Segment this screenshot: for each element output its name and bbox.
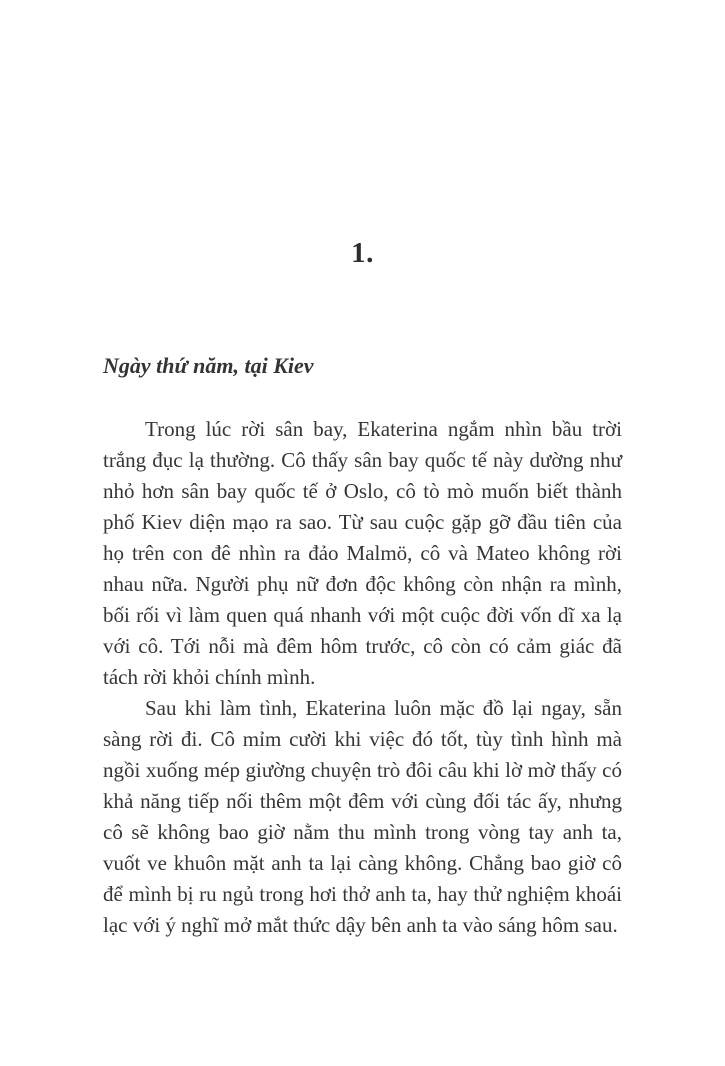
chapter-number: 1.	[351, 237, 374, 269]
body-text	[103, 414, 622, 941]
paragraph: Trong lúc rời sân bay, Ekaterina ngắm nhìn bầu trời trắng đục lạ thường. Cô thấy sân bay quốc tế này dường như nhỏ hơn sân bay quốc tế ở Oslo, cô tò mò muốn biết thành phố Kiev diện mạo ra sao. Từ sau cuộc gặp gỡ đầu tiên của họ trên con đê nhìn ra đảo Malmö, cô và Mateo không rời nhau nữa. Người phụ nữ đơn độc không còn nhận ra mình, bối rối vì làm quen quá nhanh với một cuộc đời vốn dĩ xa lạ với cô. Tới nỗi mà đêm hôm trước, cô còn có cảm giác đã tách rời khỏi chính mình.	[103, 417, 622, 689]
paragraph: Sau khi làm tình, Ekaterina luôn mặc đồ lại ngay, sẵn sàng rời đi. Cô mỉm cười khi việc đó tốt, tùy tình hình mà ngồi xuống mép giường chuyện trò đôi câu khi lờ mờ thấy có khả năng tiếp nối thêm một đêm với cùng đối tác ấy, nhưng cô sẽ không bao giờ nằm thu mình trong vòng tay anh ta, vuốt ve khuôn mặt anh ta lại càng không. Chẳng bao giờ cô để mình bị ru ngủ trong hơi thở anh ta, hay thử nghiệm khoái lạc với ý nghĩ mở mắt thức dậy bên anh ta vào sáng hôm sau.	[103, 696, 622, 937]
section-heading: Ngày thứ năm, tại Kiev	[103, 353, 314, 378]
